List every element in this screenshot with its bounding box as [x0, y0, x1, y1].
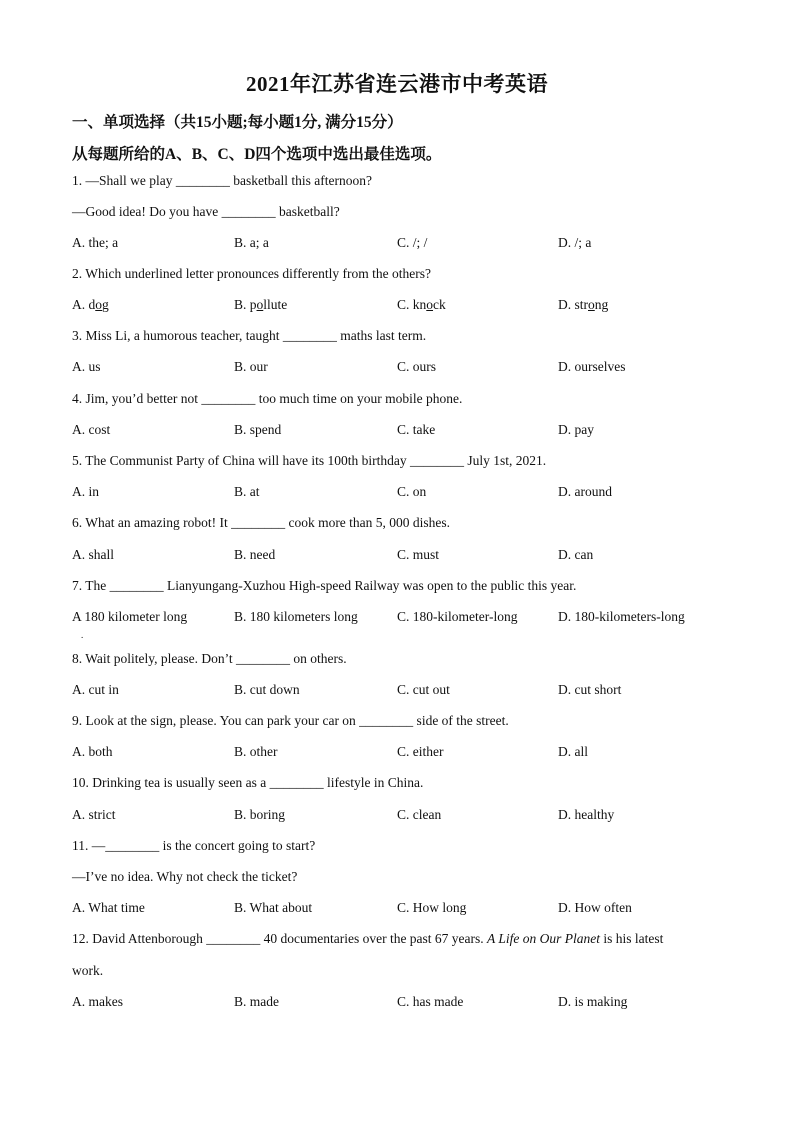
option-b[interactable]: B. other	[234, 744, 278, 759]
option-b[interactable]: B. our	[234, 359, 268, 374]
question-4-stem: 4. Jim, you’d better not ________ too much time on your mobile phone.	[72, 391, 463, 406]
option-a[interactable]: A. What time	[72, 900, 145, 915]
option-a[interactable]: A. cut in	[72, 682, 119, 697]
option-a[interactable]: A. makes	[72, 994, 123, 1009]
option-c[interactable]: C. 180-kilometer-long	[397, 609, 518, 624]
question-9-stem: 9. Look at the sign, please. You can park your car on ________ side of the street.	[72, 713, 509, 728]
option-c[interactable]: C. clean	[397, 807, 442, 822]
question-11-options	[72, 900, 732, 920]
option-b[interactable]: B. cut down	[234, 682, 300, 697]
question-12-options	[72, 994, 732, 1014]
option-a[interactable]: A. cost	[72, 422, 111, 437]
question-3-stem: 3. Miss Li, a humorous teacher, taught ________ maths last term.	[72, 328, 427, 343]
option-c[interactable]: C. must	[397, 547, 440, 562]
option-d[interactable]: D. cut short	[558, 682, 622, 697]
stray-dot: .	[81, 630, 84, 640]
question-1-options	[72, 235, 732, 255]
question-8-options	[72, 682, 732, 702]
option-d[interactable]: D. /; a	[558, 235, 592, 250]
question-11-line-1: 11. —________ is the concert going to start?	[72, 838, 316, 853]
option-b[interactable]: B. made	[234, 994, 279, 1009]
option-c[interactable]: C. knock	[397, 297, 446, 312]
section-instruction: 从每题所给的A、B、C、D四个选项中选出最佳选项。	[72, 146, 442, 163]
question-2-options	[72, 297, 732, 317]
option-c[interactable]: C. has made	[397, 994, 464, 1009]
question-2-stem: 2. Which underlined letter pronounces differently from the others?	[72, 266, 432, 281]
question-6-stem: 6. What an amazing robot! It ________ cook more than 5, 000 dishes.	[72, 515, 451, 530]
option-c[interactable]: C. either	[397, 744, 444, 759]
question-1-line-2: —Good idea! Do you have ________ basketball?	[72, 204, 340, 219]
option-b[interactable]: B. What about	[234, 900, 313, 915]
option-d[interactable]: D. can	[558, 547, 594, 562]
option-a[interactable]: A. strict	[72, 807, 116, 822]
question-4-options	[72, 422, 732, 442]
question-12-stem: 12. David Attenborough ________ 40 documentaries over the past 67 years. A Life on Our Planet is his latest	[72, 931, 664, 946]
question-10-stem: 10. Drinking tea is usually seen as a ________ lifestyle in China.	[72, 775, 424, 790]
option-a[interactable]: A. both	[72, 744, 113, 759]
option-c[interactable]: C. take	[397, 422, 436, 437]
question-7-options	[72, 609, 732, 629]
option-c[interactable]: C. cut out	[397, 682, 450, 697]
option-c[interactable]: C. /; /	[397, 235, 428, 250]
option-a[interactable]: A 180 kilometer long	[72, 609, 188, 624]
underlined-letter: o	[426, 297, 434, 312]
question-5-options	[72, 484, 732, 504]
option-b[interactable]: B. need	[234, 547, 276, 562]
question-5-stem: 5. The Communist Party of China will have its 100th birthday ________ July 1st, 2021.	[72, 453, 547, 468]
option-d[interactable]: D. is making	[558, 994, 628, 1009]
section-heading: 一、单项选择（共15小题;每小题1分, 满分15分）	[72, 114, 403, 131]
option-b[interactable]: B. at	[234, 484, 260, 499]
option-c[interactable]: C. on	[397, 484, 427, 499]
book-title: A Life on Our Planet	[487, 931, 601, 946]
underlined-letter: o	[256, 297, 264, 312]
option-d[interactable]: D. around	[558, 484, 612, 499]
option-b[interactable]: B. a; a	[234, 235, 269, 250]
option-d[interactable]: D. pay	[558, 422, 594, 437]
question-11-line-2: —I’ve no idea. Why not check the ticket?	[72, 869, 298, 884]
option-d[interactable]: D. ourselves	[558, 359, 626, 374]
option-b[interactable]: B. boring	[234, 807, 286, 822]
option-a[interactable]: A. shall	[72, 547, 114, 562]
question-6-options	[72, 547, 732, 567]
page-title: 2021年江苏省连云港市中考英语	[246, 72, 548, 96]
option-d[interactable]: D. How often	[558, 900, 632, 915]
question-1-line-1: 1. —Shall we play ________ basketball this afternoon?	[72, 173, 372, 188]
option-a[interactable]: A. us	[72, 359, 101, 374]
option-d[interactable]: D. strong	[558, 297, 609, 312]
question-7-stem: 7. The ________ Lianyungang-Xuzhou High-speed Railway was open to the public this year.	[72, 578, 577, 593]
underlined-letter: o	[588, 297, 595, 312]
option-b[interactable]: B. spend	[234, 422, 282, 437]
option-d[interactable]: D. all	[558, 744, 588, 759]
option-c[interactable]: C. ours	[397, 359, 437, 374]
option-d[interactable]: D. 180-kilometers-long	[558, 609, 685, 624]
question-10-options	[72, 807, 732, 827]
underlined-letter: o	[95, 297, 102, 312]
option-b[interactable]: B. 180 kilometers long	[234, 609, 358, 624]
option-a[interactable]: A. the; a	[72, 235, 119, 250]
question-12-line-2: work.	[72, 963, 104, 978]
option-d[interactable]: D. healthy	[558, 807, 615, 822]
option-a[interactable]: A. dog	[72, 297, 109, 312]
question-3-options	[72, 359, 732, 379]
option-c[interactable]: C. How long	[397, 900, 467, 915]
option-b[interactable]: B. pollute	[234, 297, 288, 312]
option-a[interactable]: A. in	[72, 484, 99, 499]
question-9-options	[72, 744, 732, 764]
question-8-stem: 8. Wait politely, please. Don’t ________ on others.	[72, 651, 347, 666]
